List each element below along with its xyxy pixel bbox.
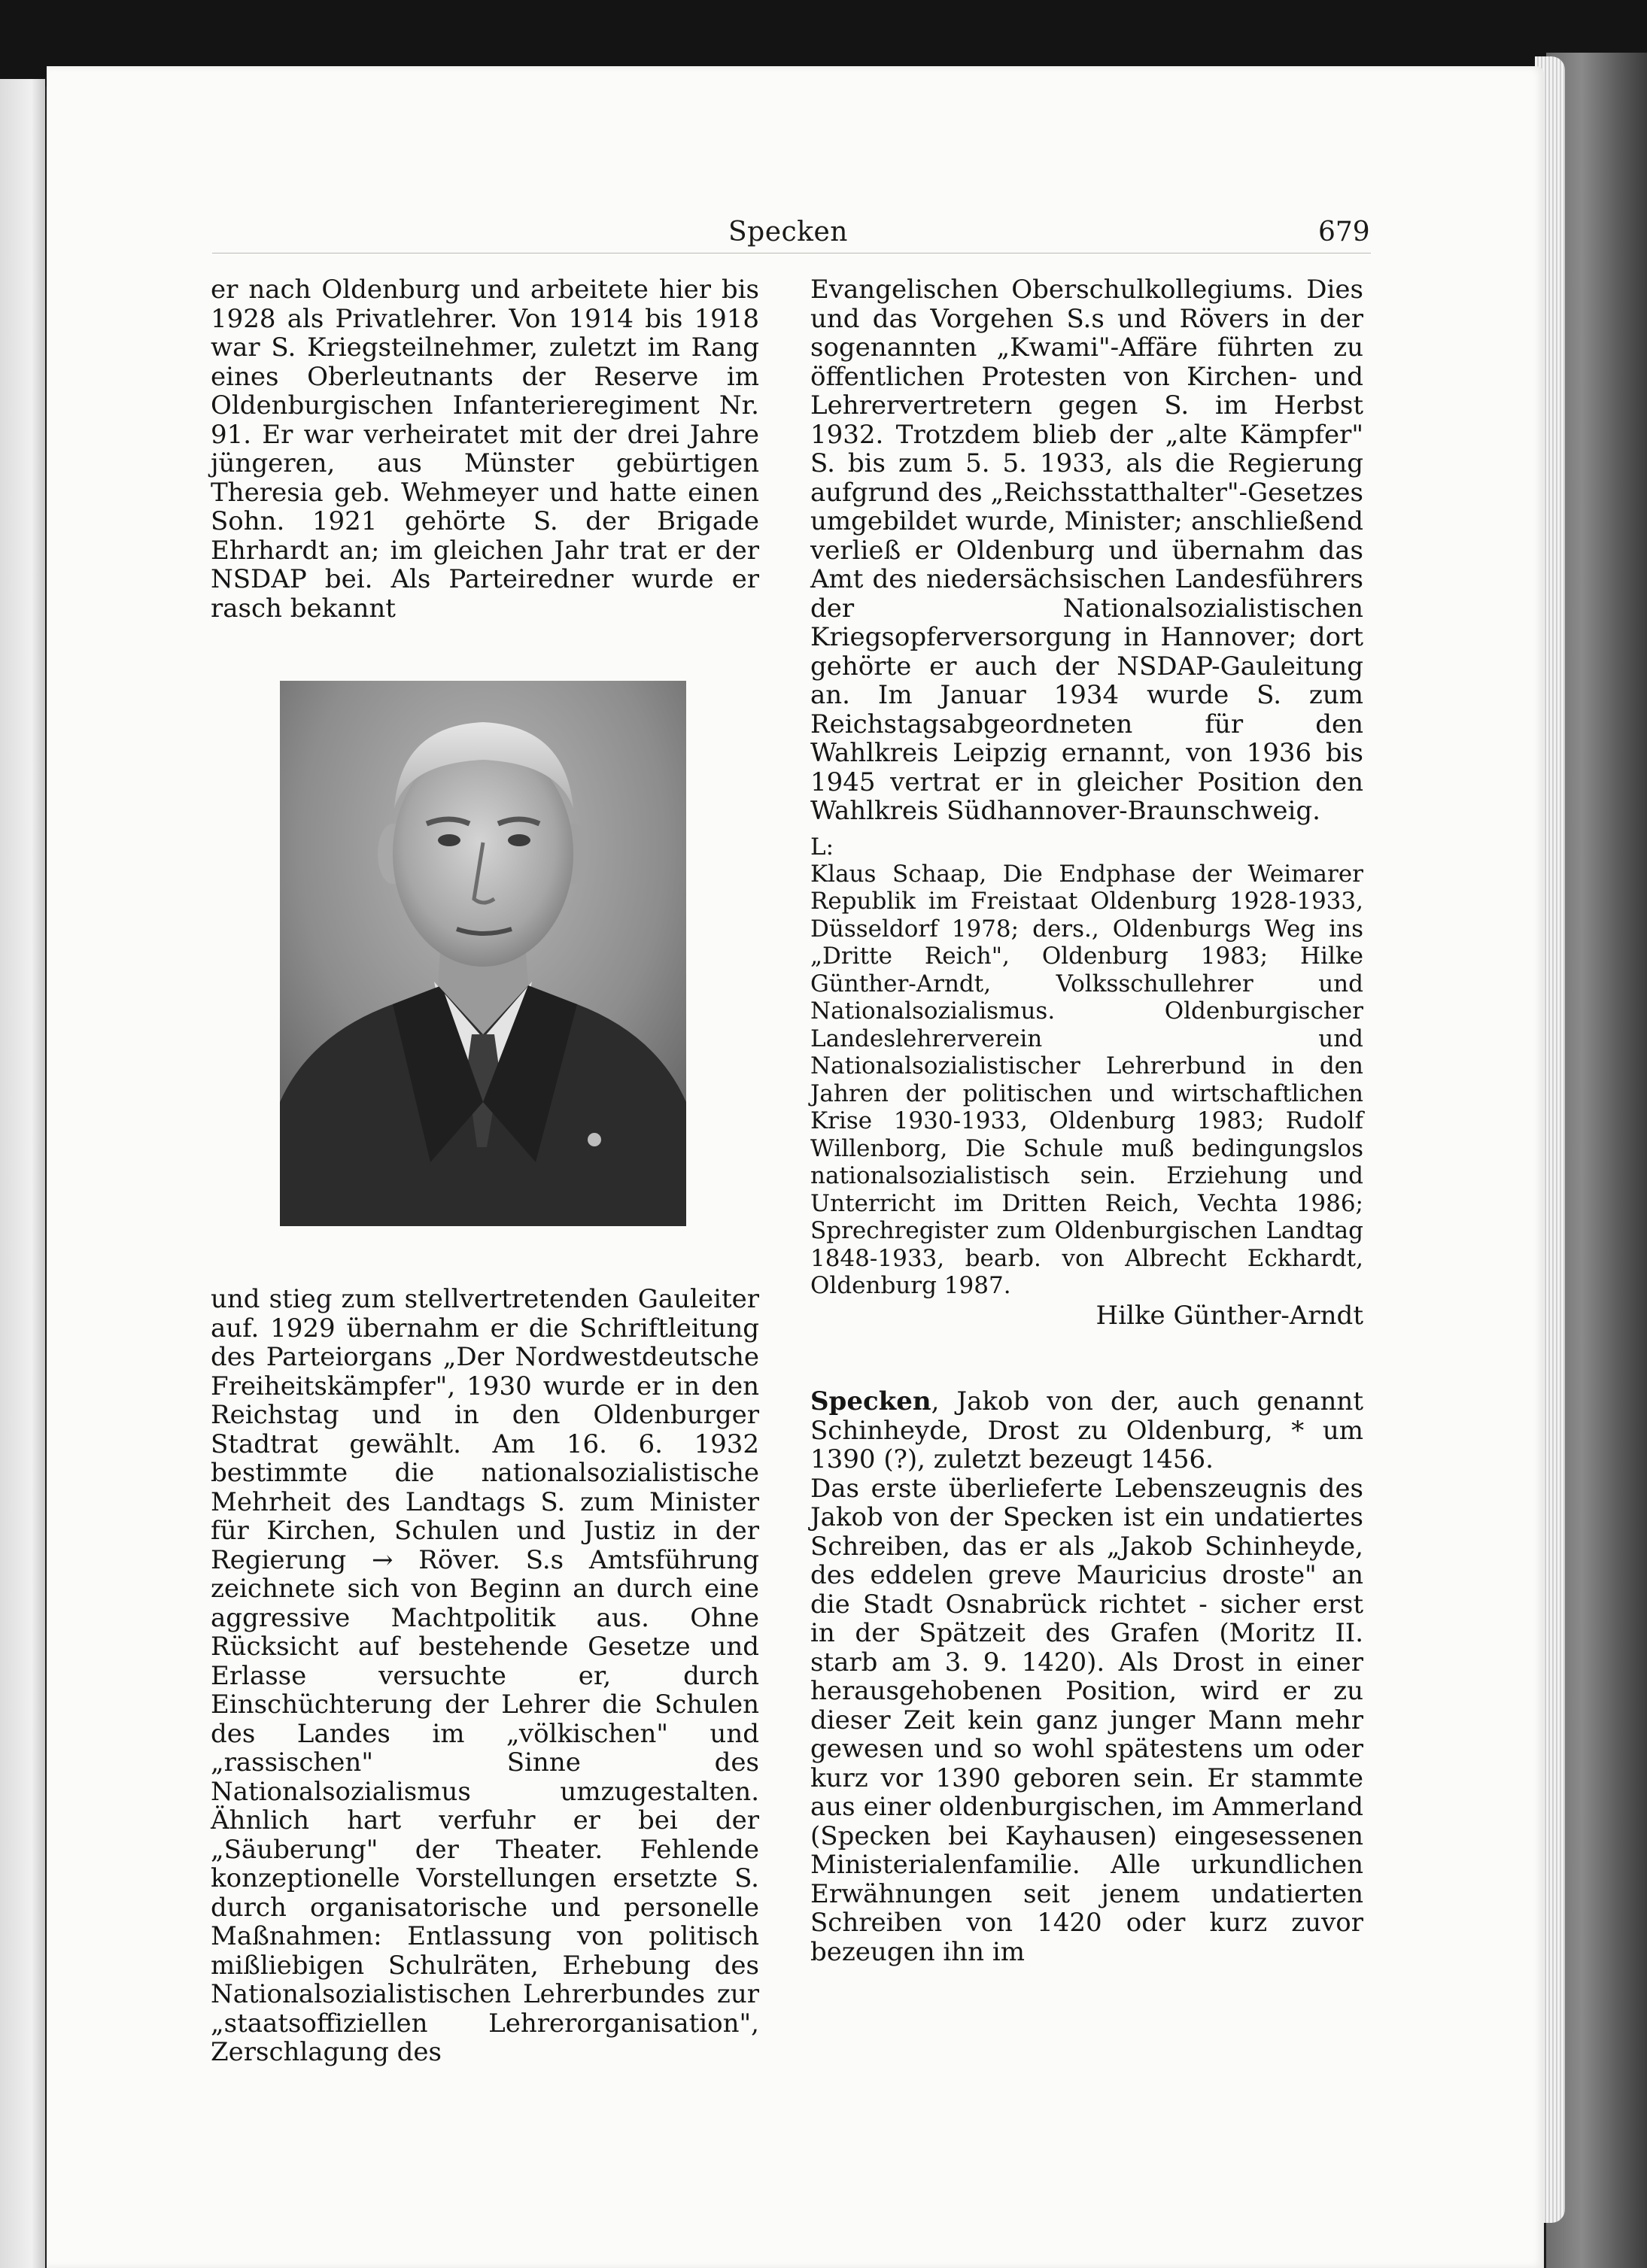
right-column (810, 275, 1363, 1966)
article-author: Hilke Günther-Arndt (1095, 1300, 1363, 1331)
portrait-photo (280, 681, 686, 1226)
entry-heading (810, 1387, 1363, 1474)
literature-list: Klaus Schaap, Die Endphase der Weimarer Republik im Freistaat Oldenburg 1928-1933, Düsseldorf 1978; ders., Oldenburgs Weg ins „Dritte Reich", Oldenburg 1983; Hilke Günther-Arndt, Volksschullehrer und Nationalsozialismus. Oldenburgischer Landeslehrerverein und Nationalsozialistischer Lehrerbund in den Jahren der politischen und wirtschaftlichen Krise 1930-1933, Oldenburg 1983; Rudolf Willenborg, Die Schule muß bedingungslos nationalsozialistisch sein. Erziehung und Unterricht im Dritten Reich, Vechta 1986; Sprechregister zum Oldenburgischen Landtag 1848-1933, bearb. von Albrecht Eckhardt, Oldenburg 1987. (810, 860, 1363, 1299)
paragraph: er nach Oldenburg und arbeitete hier bis 1928 als Privatlehrer. Von 1914 bis 1918 war S. Kriegsteilnehmer, zuletzt im Rang eines Oberleutnants der Reserve im Oldenburgischen Infanterieregiment Nr. 91. Er war verheiratet mit der drei Jahre jüngeren, aus Münster gebürtigen Theresia geb. Wehmeyer und hatte einen Sohn. 1921 gehörte S. der Brigade Ehrhardt an; im gleichen Jahr trat er der NSDAP bei. Als Parteiredner wurde er rasch bekannt (211, 275, 759, 624)
header-rule (212, 253, 1371, 254)
portrait-illustration (280, 681, 686, 1226)
entry-lemma: Specken (810, 1386, 931, 1416)
previous-page-edge (0, 79, 45, 2268)
page-number: 679 (1318, 217, 1370, 247)
left-column-top (211, 275, 759, 623)
literature-label: L: (810, 833, 834, 861)
running-title: Specken (728, 217, 848, 247)
entry-spacer (810, 1330, 1363, 1387)
paragraph: Evangelischen Oberschulkollegiums. Dies und das Vorgehen S.s und Rövers in der sogenannten „Kwami"-Affäre führten zu öffentlichen Protesten von Kirchen- und Lehrervertretern gegen S. im Herbst 1932. Trotzdem blieb der „alte Kämpfer" S. bis zum 5. 5. 1933, als die Regierung aufgrund des „Reichsstatthalter"-Gesetzes umgebildet wurde, Minister; anschließend verließ er Oldenburg und übernahm das Amt des niedersächsischen Landesführers der Nationalsozialistischen Kriegsopferversorgung in Hannover; dort gehörte er auch der NSDAP-Gauleitung an. Im Januar 1934 wurde S. zum Reichstagsabgeordneten für den Wahlkreis Leipzig ernannt, von 1936 bis 1945 vertrat er in gleicher Position den Wahlkreis Südhannover-Braunschweig. (810, 275, 1363, 826)
paragraph: und stieg zum stellvertretenden Gauleiter auf. 1929 übernahm er die Schriftleitung des Parteiorgans „Der Nordwestdeutsche Freiheitskämpfer", 1930 wurde er in den Reichstag und in den Oldenburger Stadtrat gewählt. Am 16. 6. 1932 bestimmte die nationalsozialistische Mehrheit des Landtags S. zum Minister für Kirchen, Schulen und Justiz in der Regierung → Röver. S.s Amtsführung zeichnete sich von Beginn an durch eine aggressive Machtpolitik aus. Ohne Rücksicht auf bestehende Gesetze und Erlasse versuchte er, durch Einschüchterung der Lehrer die Schulen des Landes im „völkischen" und „rassischen" Sinne des Nationalsozialismus umzugestalten. Ähnlich hart verfuhr er bei der „Säuberung" der Theater. Fehlende konzeptionelle Vorstellungen ersetzte S. durch organisatorische und personelle Maßnahmen: Entlassung von politisch mißliebigen Schulräten, Erhebung des Nationalsozialistischen Lehrerbundes zur „staatsoffiziellen Lehrerorganisation", Zerschlagung des (211, 1284, 759, 2067)
entry-heading-rest: , Jakob von der, auch genannt Schinheyde, Drost zu Oldenburg, * um 1390 (?), zuletzt bezeugt 1456. (810, 1386, 1363, 1474)
left-column-bottom (211, 1285, 759, 2067)
entry-body: Das erste überlieferte Lebenszeugnis des Jakob von der Specken ist ein undatiertes Schreiben, das er als „Jakob Schinheyde, des eddelen greve Mauricius droste" an die Stadt Osnabrück richtet - sicher erst in der Spätzeit des Grafen (Moritz II. starb am 3. 9. 1420). Als Drost in einer herausgehobenen Position, wird er zu dieser Zeit kein ganz junger Mann mehr gewesen und so wohl spätestens um oder kurz vor 1390 geboren sein. Er stammte aus einer oldenburgischen, im Ammerland (Specken bei Kayhausen) eingesessenen Ministerialenfamilie. Alle urkundlichen Erwähnungen seit jenem undatierten Schreiben von 1420 oder kurz zuvor bezeugen ihn im (810, 1473, 1363, 1967)
